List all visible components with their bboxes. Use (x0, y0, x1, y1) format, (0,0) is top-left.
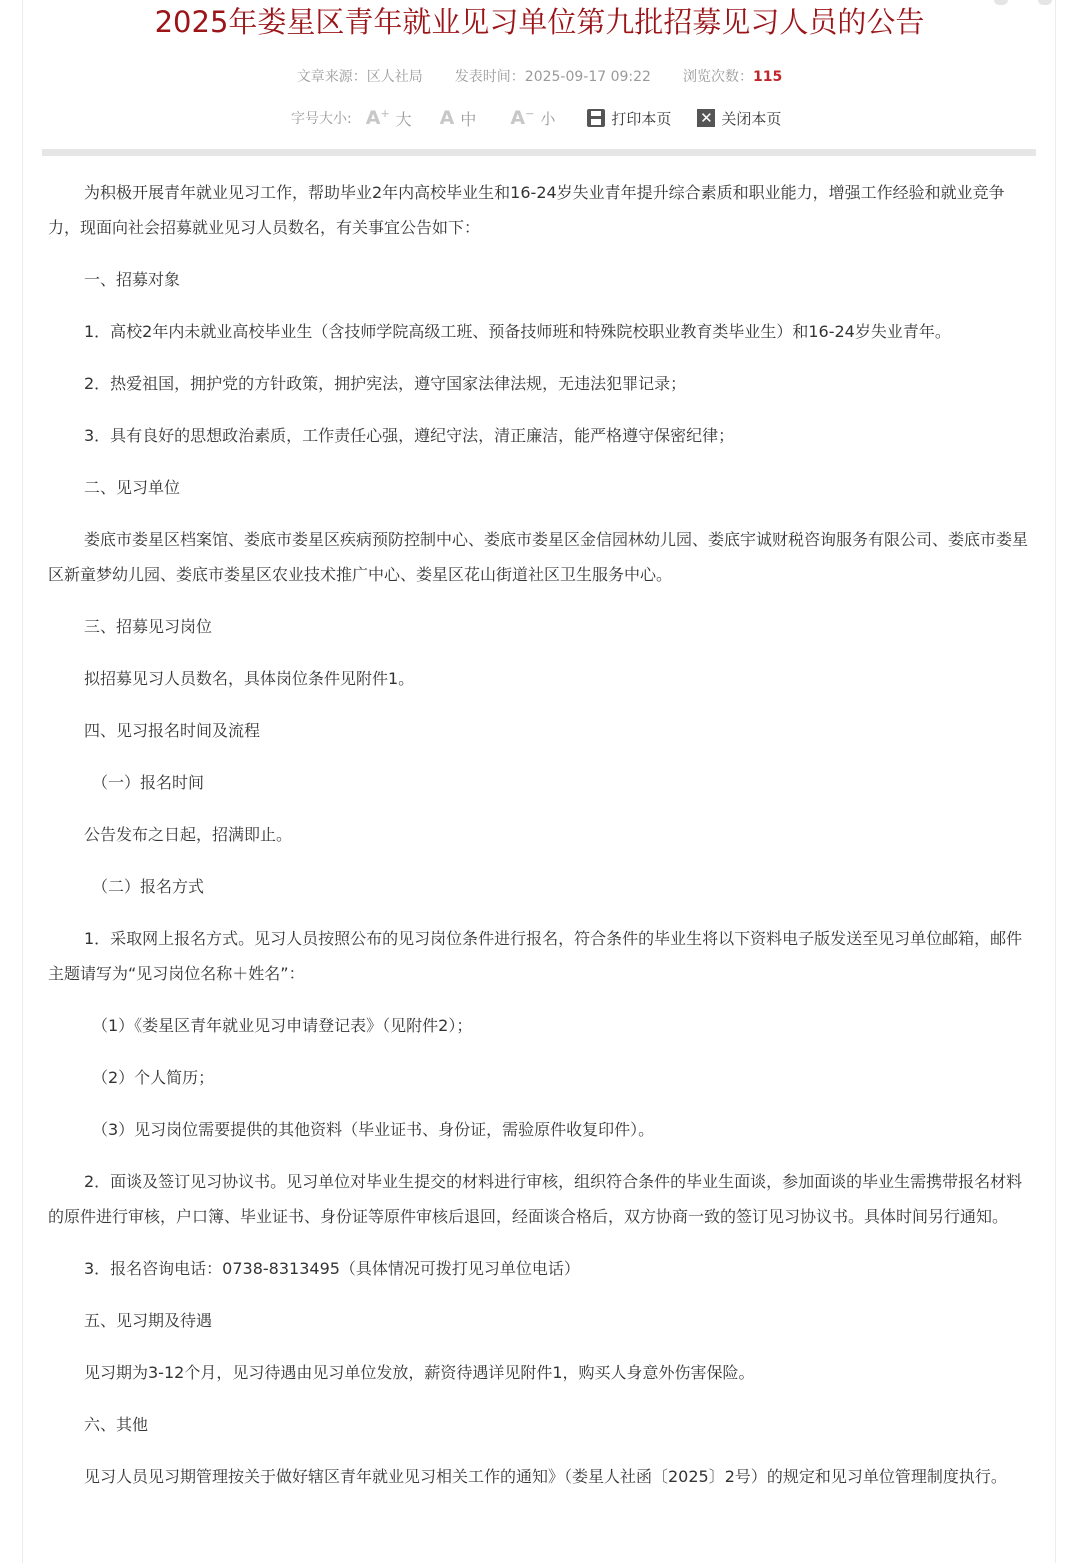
body-paragraph: 2．面谈及签订见习协议书。见习单位对毕业生提交的材料进行审核，组织符合条件的毕业生面谈，参加面谈的毕业生需携带报名材料的原件进行审核，户口簿、毕业证书、身份证等原件审核后退回，经面谈合格后，双方协商一致的签订见习协议书。具体时间另行通知。 (48, 1172, 1023, 1226)
list-item: （1）《娄星区青年就业见习申请登记表》（见附件2）； (92, 1016, 473, 1035)
body-paragraph: 拟招募见习人员数名，具体岗位条件见附件1。 (84, 669, 415, 688)
list-item: （3）见习岗位需要提供的其他资料（毕业证书、身份证，需验原件收复印件）。 (92, 1120, 655, 1139)
article-title: 2025年娄星区青年就业见习单位第九批招募见习人员的公告 (154, 5, 925, 39)
section-heading: 六、其他 (84, 1415, 149, 1434)
section-heading: 二、见习单位 (84, 478, 181, 497)
body-paragraph: 3．具有良好的思想政治素质，工作责任心强，遵纪守法，清正廉洁，能严格遵守保密纪律； (84, 426, 735, 445)
printer-icon (587, 109, 605, 127)
article-meta (0, 67, 1079, 87)
header-divider (42, 149, 1036, 156)
font-medium-icon: A (439, 107, 455, 129)
article-body (48, 175, 1034, 1511)
body-paragraph: 见习人员见习期管理按关于做好辖区青年就业见习相关工作的通知》（娄星人社函〔2025〕2号）的规定和见习单位管理制度执行。 (84, 1467, 1007, 1486)
view-count: 115 (752, 69, 783, 85)
font-small-icon: A− (510, 107, 535, 129)
subsection-heading: （二）报名方式 (92, 877, 205, 896)
close-page-button[interactable]: ✕ 关闭本页 (697, 108, 781, 129)
body-paragraph: 2．热爱祖国，拥护党的方针政策，拥护宪法，遵守国家法律法规，无违法犯罪记录； (84, 374, 687, 393)
meta-date: 发表时间：2025-09-17 09:22 (454, 69, 651, 85)
subsection-heading: （一）报名时间 (92, 773, 205, 792)
section-heading: 四、见习报名时间及流程 (84, 721, 261, 740)
print-page-button[interactable]: 打印本页 (587, 108, 671, 129)
meta-views: 浏览次数：115 (682, 69, 783, 85)
font-large-button[interactable]: A+ 大 (365, 107, 412, 129)
body-paragraph: 见习期为3-12个月，见习待遇由见习单位发放，薪资待遇详见附件1，购买人身意外伤害保险。 (84, 1363, 755, 1382)
contact-paragraph: 3．报名咨询电话：0738-8313495（具体情况可拨打见习单位电话） (84, 1259, 580, 1278)
font-small-button[interactable]: A− 小 (510, 107, 556, 129)
font-large-icon: A+ (365, 107, 390, 129)
section-heading: 五、见习期及待遇 (84, 1311, 213, 1330)
font-size-label: 字号大小: (291, 111, 352, 127)
body-paragraph: 公告发布之日起，招满即止。 (84, 825, 293, 844)
section-heading: 一、招募对象 (84, 270, 181, 289)
body-paragraph: 1．采取网上报名方式。见习人员按照公布的见习岗位条件进行报名，符合条件的毕业生将以下资料电子版发送至见习单位邮箱，邮件主题请写为“见习岗位名称＋姓名”： (48, 929, 1023, 983)
body-paragraph: 娄底市娄星区档案馆、娄底市娄星区疾病预防控制中心、娄底市娄星区金信园林幼儿园、娄底宇诚财税咨询服务有限公司、娄底市娄星区新童梦幼儿园、娄底市娄星区农业技术推广中心、娄星区花山街道社区卫生服务中心。 (48, 530, 1029, 584)
body-paragraph: 1．高校2年内未就业高校毕业生（含技师学院高级工班、预备技师班和特殊院校职业教育类毕业生）和16-24岁失业青年。 (84, 322, 951, 341)
intro-paragraph: 为积极开展青年就业见习工作，帮助毕业2年内高校毕业生和16-24岁失业青年提升综合素质和职业能力，增强工作经验和就业竞争力，现面向社会招募就业见习人员数名，有关事宜公告如下： (48, 183, 1005, 237)
article-toolbar (291, 105, 781, 131)
meta-source: 文章来源：区人社局 (296, 69, 423, 85)
section-heading: 三、招募见习岗位 (84, 617, 213, 636)
font-medium-button[interactable]: A 中 (439, 107, 477, 129)
list-item: （2）个人简历； (92, 1068, 215, 1087)
close-icon: ✕ (697, 109, 715, 127)
